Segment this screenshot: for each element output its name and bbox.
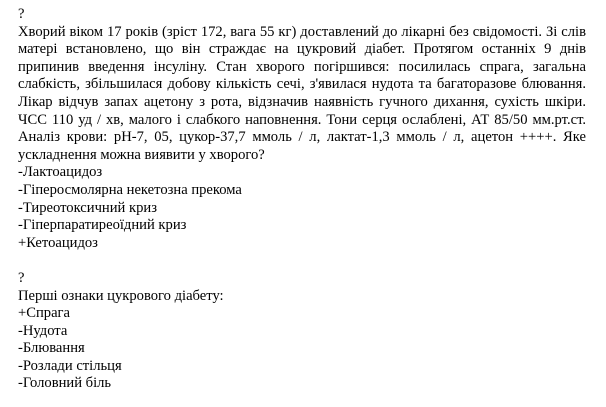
answer-option: -Гіперпаратиреоїдний криз bbox=[18, 217, 187, 234]
answer-options-list bbox=[18, 164, 586, 252]
question-block-1 bbox=[18, 6, 586, 252]
answer-option: -Розлади стільця bbox=[18, 357, 122, 374]
answer-option: -Тиреотоксичний криз bbox=[18, 199, 157, 216]
document-body bbox=[18, 6, 586, 393]
question-text: Перші ознаки цукрового діабету: bbox=[18, 287, 224, 304]
answer-option: -Нудота bbox=[18, 322, 68, 339]
question-block-2 bbox=[18, 270, 586, 393]
question-marker: ? bbox=[18, 269, 25, 286]
answer-option-correct: +Спрага bbox=[18, 305, 71, 322]
answer-options-list bbox=[18, 305, 586, 393]
question-marker: ? bbox=[18, 6, 25, 22]
blank-line bbox=[18, 252, 586, 270]
answer-option: -Гіперосмолярна некетозна прекома bbox=[18, 181, 242, 198]
question-text: Хворий віком 17 років (зріст 172, вага 55 кг) доставлений до лікарні без свідомості. Зі слів матері встановлено, що він страждає на цукровий діабет. Протягом останніх 9 днів припинив введення інсуліну. Стан хворого погіршився: посилилась спрага, загальна слабкість, збільшилася добову кількість сечі, з'явилася нудота та багаторазове блювання. Лікар відчув запах ацетону з рота, відзначив наявність гучного дихання, сухість шкіри. ЧСС 110 уд / хв, малого і слабкого наповнення. Тони серця ослаблені, АТ 85/50 мм.рт.ст. Аналіз крови: рН-7, 05, цукор-37,7 ммоль / л, лактат-1,3 ммоль / л, ацетон ++++. Яке ускладнення можна виявити у хворого? bbox=[18, 23, 586, 163]
answer-option-correct: +Кетоацидоз bbox=[18, 234, 98, 251]
answer-option: -Блювання bbox=[18, 340, 85, 357]
answer-option: -Головний біль bbox=[18, 375, 112, 392]
answer-option: -Лактоацидоз bbox=[18, 164, 103, 181]
